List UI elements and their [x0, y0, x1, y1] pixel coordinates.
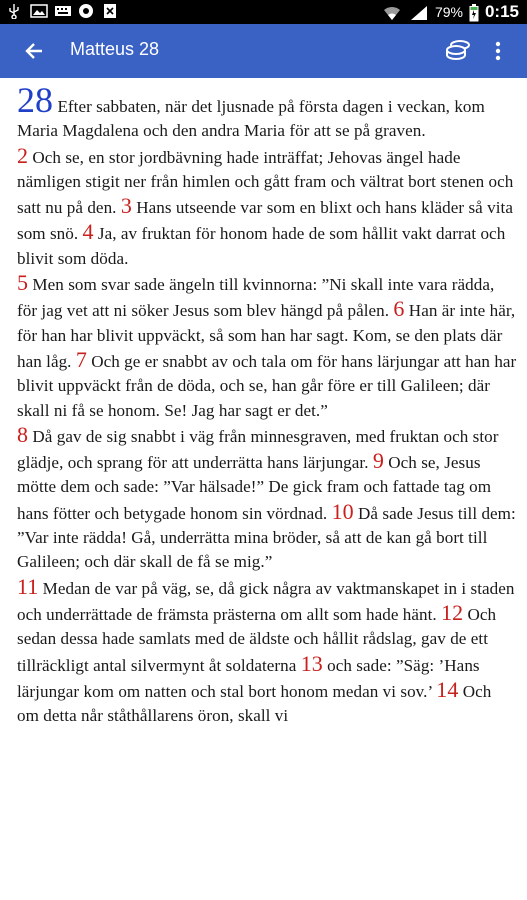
wifi-icon [381, 4, 403, 20]
verse-text: och sade: ”Säg: ’Hans lärjungar kom om natten och stal bort honom medan vi sov.’ [17, 655, 480, 701]
arrow-left-icon [20, 37, 48, 65]
bible-app-icon [102, 3, 118, 19]
verse-number[interactable]: 12 [441, 599, 464, 625]
signal-icon [409, 4, 429, 20]
coins-button[interactable] [444, 38, 472, 64]
verse-text: Och om detta når ståthållarens öron, skall vi [17, 681, 492, 726]
verse-number[interactable]: 3 [120, 193, 132, 219]
chapter-text [17, 80, 517, 728]
battery-icon [469, 4, 479, 20]
verse-text: Då gav de sig snabbt i väg från minnesgraven, med fruktan och stor glädje, och sprang för att underrätta hans lärjungar. [17, 426, 499, 473]
verse-text: Hans utseende var som en blixt och hans kläder så vita som snö. [17, 198, 513, 244]
notification-icons [6, 3, 118, 19]
verse-number[interactable]: 13 [300, 650, 323, 676]
paragraph [17, 575, 517, 729]
verse-number[interactable]: 9 [372, 448, 384, 474]
paragraph [17, 271, 517, 423]
verse-text: Och se, Jesus mötte dem och sade: ”Var hälsade!” De gick fram och fattade tag om hans fötter och betygade honom sin vördnad. [17, 453, 492, 523]
page-title: Matteus 28 [70, 39, 160, 59]
verse-number[interactable]: 14 [436, 676, 459, 702]
verse-text: Ja, av fruktan för honom hade de som hållit vakt darrat och blivit som döda. [17, 224, 506, 268]
paragraph [17, 80, 517, 144]
verse-text: Och ge er snabbt av och tala om för hans lärjungar att han har blivit uppväckt från de döda, och se, han går före er till Galileen; där skall ni få se honom. Se! Jag har sagt er det.” [17, 351, 517, 420]
verse-number[interactable]: 6 [393, 296, 405, 322]
chrome-icon [78, 3, 94, 19]
paragraph [17, 423, 517, 575]
keyboard-icon [54, 3, 70, 19]
verse-text: Då sade Jesus till dem: ”Var inte rädda! Gå, underrätta mina bröder, så att de kan gå bort till Galileen; och där skall de få se mig.” [17, 503, 516, 572]
verse-text: Och se, en stor jordbävning hade inträffat; Jehovas ängel hade nämligen stigit ner från himlen och gått fram och vältrat bort stenen och satt nu på den. [17, 147, 514, 218]
paragraph [17, 144, 517, 271]
chapter-number: 28 [17, 80, 54, 120]
back-button[interactable] [20, 37, 48, 65]
verse-text: Men som svar sade ängeln till kvinnorna: ”Ni skall inte vara rädda, för jag vet att ni söker Jesus som blev hängd på pålen. [17, 275, 495, 321]
verse-number[interactable]: 7 [75, 346, 87, 372]
usb-icon [6, 3, 22, 19]
coins-icon [444, 38, 472, 64]
verse-text: Han är inte här, för han har blivit uppväckt, så som han har sagt. Kom, se den plats där han låg. [17, 301, 516, 371]
verse-text: Efter sabbaten, när det ljusnade på första dagen i veckan, kom Maria Magdalena och den andra Maria för att se på graven. [17, 97, 485, 141]
verse-text: Medan de var på väg, se, då gick några av vaktmanskapet in i staden och underrättade de främsta prästerna om allt som hade hänt. [17, 578, 515, 624]
image-icon [30, 3, 46, 19]
verse-text: Och sedan dessa hade samlats med de äldste och hållit rådslag, gav de ett tillräckligt antal silvermynt åt soldaterna [17, 604, 497, 675]
overflow-menu-icon [490, 38, 506, 64]
app-bar [0, 24, 527, 78]
clock: 0:15 [484, 2, 519, 21]
overflow-menu-button[interactable] [490, 38, 506, 64]
verse-number[interactable]: 4 [82, 219, 94, 245]
verse-number[interactable]: 8 [17, 421, 29, 447]
battery-percent: 79% [434, 4, 463, 20]
verse-number[interactable]: 10 [331, 498, 354, 524]
status-bar [0, 0, 527, 24]
verse-number[interactable]: 2 [17, 142, 29, 168]
verse-number[interactable]: 5 [17, 270, 29, 296]
system-status [381, 2, 519, 22]
verse-number[interactable]: 11 [17, 573, 39, 599]
